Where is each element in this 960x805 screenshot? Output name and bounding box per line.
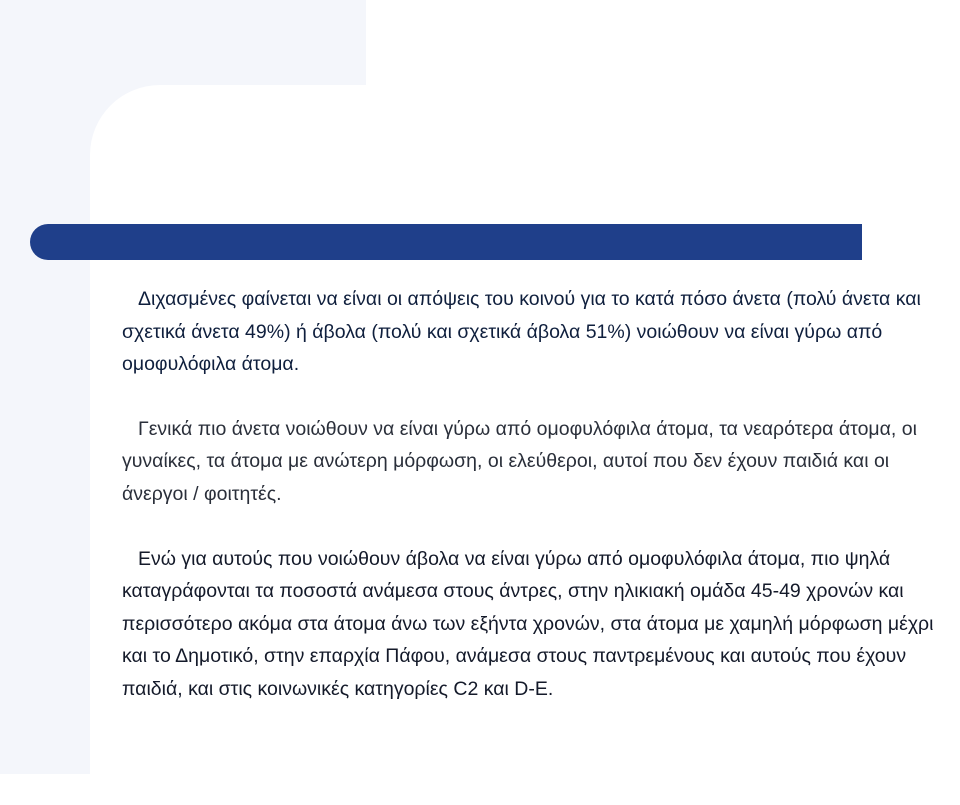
paragraph-more-comfortable: Γενικά πιο άνετα νοιώθουν να είναι γύρω από ομοφυλόφιλα άτομα, τα νεαρότερα άτομα, οι γυναίκες, τα άτομα με ανώτερη μόρφωση, οι ελεύθεροι, αυτοί που δεν έχουν παιδιά και οι άνεργοι / φοιτητές.: [122, 417, 917, 505]
paragraph-opinions-divided: Διχασμένες φαίνεται να είναι οι απόψεις του κοινού για το κατά πόσο άνετα (πολύ άνετα και σχετικά άνετα 49%) ή άβολα (πολύ και σχετικά άβολα 51%) νοιώθουν να είναι γύρω από ομοφυλόφιλα άτομα.: [122, 288, 921, 376]
paragraph-uncomfortable: Ενώ για αυτούς που νοιώθουν άβολα να είναι γύρω από ομοφυλόφιλα άτομα, πιο ψηλά καταγράφονται τα ποσοστά ανάμεσα στους άντρες, στην ηλικιακή ομάδα 45-49 χρονών και περισσότερο ακόμα στα άτομα άνω των εξήντα χρονών, στα άτομα με χαμηλή μόρφωση μέχρι και το Δημοτικό, στην επαρχία Πάφου, ανάμεσα στους παντρεμένους και αυτούς που έχουν παιδιά, και στις κοινωνικές κατηγορίες C2 και D-E.: [122, 547, 934, 700]
slide-content: [122, 283, 960, 738]
title-bar: [30, 224, 862, 260]
